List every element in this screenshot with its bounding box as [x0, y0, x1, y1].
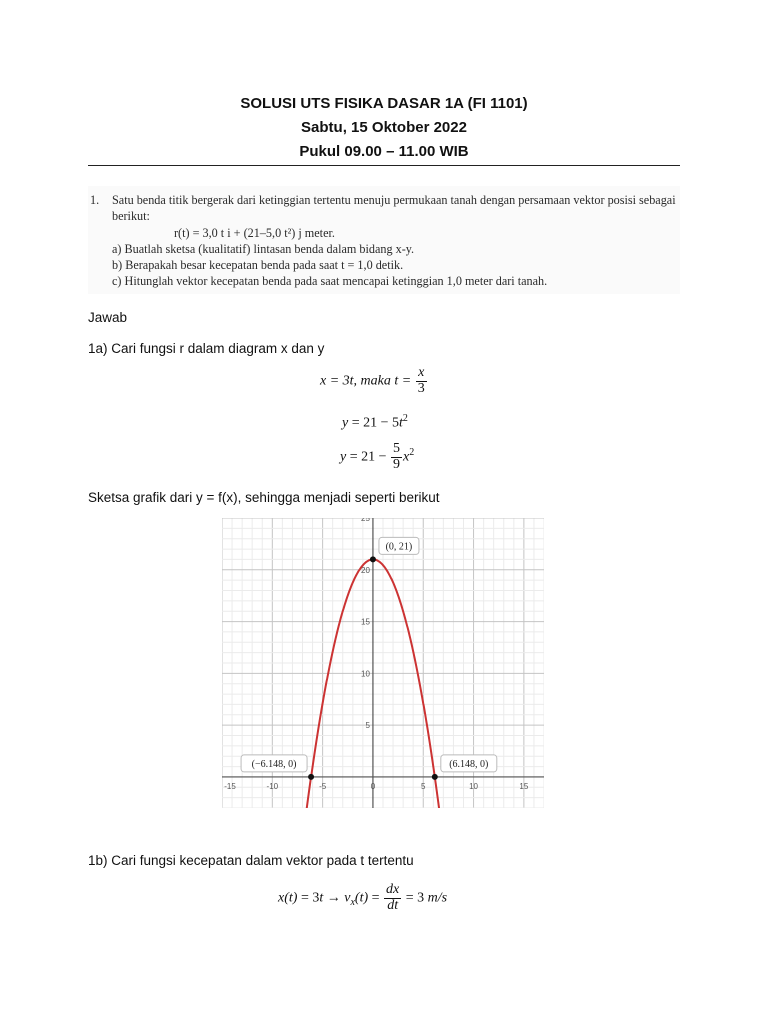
equation-velocity-x: $x(t) = 3t \to v_x(t)$ = $\frac{dx}{dt}$ = 3 m/s	[278, 882, 448, 913]
question-image	[88, 186, 680, 294]
equation-x-of-t: x = 3t, maka t = $\frac{x}{3}$	[320, 365, 425, 396]
key-point-dot	[370, 556, 376, 562]
equation-y-of-t: $y = 21 - 5t^2$	[342, 413, 408, 431]
x-tick-label: 15	[519, 781, 529, 791]
point-label: (−6.148, 0)	[251, 758, 297, 770]
y-tick-label: 10	[361, 669, 370, 679]
page-title: SOLUSI UTS FISIKA DASAR 1A (FI 1101)	[240, 95, 528, 112]
question-intro-2: berikut:	[112, 209, 150, 223]
x-tick-label: 10	[469, 781, 479, 791]
equation-y-of-x: y = 21 − $\frac{5}{9}$ $x^2$	[340, 441, 415, 472]
part-1b-heading: 1b) Cari fungsi kecepatan dalam vektor pada t tertentu	[88, 853, 414, 868]
question-part-a: a) Buatlah sketsa (kualitatif) lintasan benda dalam bidang x-y.	[112, 242, 415, 256]
part-1a-heading: 1a) Cari fungsi r dalam diagram x dan y	[88, 341, 325, 356]
x-tick-label: 0	[370, 781, 376, 791]
x-tick-label: -10	[266, 781, 279, 791]
point-label: (0, 21)	[385, 541, 413, 553]
exam-time: Pukul 09.00 – 11.00 WIB	[299, 143, 469, 160]
x-tick-label: 5	[421, 781, 426, 791]
sketch-description: Sketsa grafik dari y = f(x), sehingga menjadi seperti berikut	[88, 490, 440, 505]
question-part-b: b) Berapakah besar kecepatan benda pada saat t = 1,0 detik.	[112, 258, 404, 272]
position-equation: r(t) = 3,0 t i + (21–5,0 t²) j meter.	[174, 226, 335, 240]
point-label: (6.148, 0)	[449, 758, 489, 770]
y-tick-label: 25	[361, 518, 370, 523]
key-point-dot	[432, 774, 438, 780]
x-tick-label: -15	[224, 781, 236, 791]
answer-label: Jawab	[88, 310, 128, 325]
header-divider	[88, 165, 680, 166]
parabola-graph	[222, 518, 544, 808]
exam-date: Sabtu, 15 Oktober 2022	[301, 119, 467, 136]
key-point-dot	[308, 774, 314, 780]
question-number: 1.	[90, 193, 100, 207]
question-intro-1: Satu benda titik bergerak dari ketinggian tertentu menuju permukaan tanah dengan persamaan vektor posisi sebagai	[112, 193, 676, 207]
y-tick-label: 20	[361, 565, 370, 575]
parabola-chart-svg	[222, 518, 544, 808]
question-part-c: c) Hitunglah vektor kecepatan benda pada saat mencapai ketinggian 1,0 meter dari tanah.	[112, 274, 548, 288]
x-tick-label: -5	[319, 781, 327, 791]
y-tick-label: 15	[361, 617, 370, 627]
y-tick-label: 5	[365, 721, 370, 731]
